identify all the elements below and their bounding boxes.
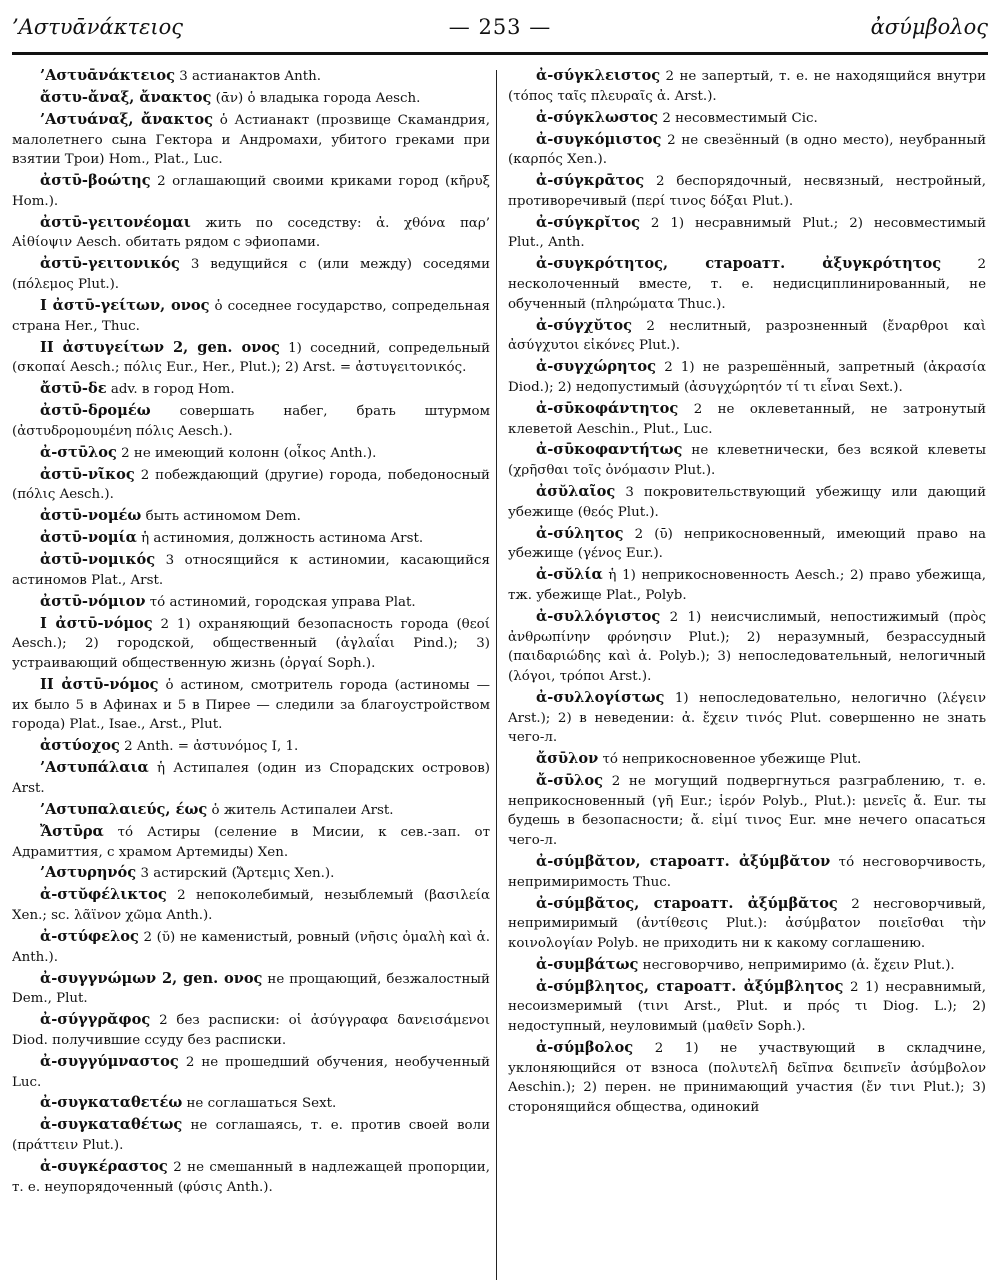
entry-headword: ἀστύοχος: [40, 737, 120, 755]
dictionary-entry: [508, 108, 986, 129]
entry-definition: 2 побеждающий (другие) города, победоносный (πόλις Aesch.).: [12, 467, 490, 503]
entry-definition: 2 без расписки: οἱ ἀσύγγραφα δανεισάμενοι Diod. получившие ссуду без расписки.: [12, 1013, 490, 1048]
dictionary-entry: [12, 379, 490, 400]
entry-definition: 3 покровительствующий убежищу или дающий убежище (θεός Plut.).: [508, 485, 986, 520]
entry-headword: ’Αστυπάλαια: [40, 759, 149, 777]
dictionary-entry: [12, 213, 490, 253]
dictionary-entry: [12, 443, 490, 464]
entry-definition: 1) соседний, сопредельный (σκοπαί Aesch.; πόλις Eur., Her., Plut.); 2) Arst. = ἀστυγειτονικός.: [12, 340, 490, 376]
entry-headword: ἀ-σύμβολος: [536, 1039, 634, 1057]
right-column: [508, 66, 986, 1282]
entry-headword: ἀστῡ-νομικός: [40, 551, 156, 569]
entry-definition: (ᾱν) ὁ владыка города Aesch.: [215, 90, 421, 106]
entry-headword: ἀ-στῡλος: [40, 443, 117, 461]
entry-headword: ’Αστυρηνός: [40, 864, 137, 882]
entry-definition: 2 не свезённый (в одно место), неубранный (καρπός Xen.).: [508, 132, 986, 168]
entry-headword: ἀ-συγγνώμων 2, gen. ονος: [40, 969, 263, 987]
entry-headword: ἀ-συγκαταθέτως: [40, 1116, 183, 1134]
dictionary-entry: [12, 1115, 490, 1155]
entry-definition: 2 1) неисчислимый, непостижимый (πρὸς ἀνθρωπίνην φρόνησιν Plut.); 2) неразумный, безрассудный (παιδαριώδης καὶ ἀ. Polyb.); 3) непоследовательный, нелогичный (λόγοι, τρόποι Arst.).: [508, 609, 986, 684]
entry-definition: ἡ 1) неприкосновенность Aesch.; 2) право убежища, тж. убежище Plat., Polyb.: [508, 568, 986, 603]
entry-definition: 2 несовместимый Cic.: [662, 110, 818, 126]
entry-headword: ἀ-σῡκοφαντήτως: [536, 441, 683, 459]
dictionary-entry: [12, 254, 490, 294]
entry-headword: ἀ-συλλογίστως: [536, 688, 665, 706]
dictionary-entry: [508, 688, 986, 748]
entry-definition: 2 1) не участвующий в складчине, уклоняющийся от взноса (πολυτελῆ δεῖπνα δειπνεῖν ἀσύμβολον Aeschin.); 2) перен. не принимающий участия (ἔν τινι Plut.); 3) сторонящийся общества, одинокий: [508, 1041, 986, 1116]
column-divider: [496, 70, 497, 1280]
entry-definition: τό Астиры (селение в Мисии, к сев.-зап. от Адрамиттия, с храмом Артемиды) Xen.: [12, 824, 490, 860]
dictionary-entry: [12, 528, 490, 549]
entry-definition: 2 не прошедший обучения, необученный Luc.: [12, 1054, 490, 1090]
entry-headword: ἀ-συλλόγιστος: [536, 607, 661, 625]
page-number: — 253 —: [448, 14, 552, 39]
entry-definition: 2 непоколебимый, незыблемый (βασιλεία Xen.; sc. λᾶϊνον χῶμα Anth.).: [12, 888, 490, 924]
dictionary-entry: [508, 482, 986, 522]
dictionary-entry: [508, 440, 986, 480]
entry-headword: ἄ-σῡλος: [536, 772, 604, 790]
entry-definition: ὁ астином, смотритель города (астиномы — их было 5 в Афинах и 5 в Пирее — следили за благоустройством города) Plat., Isae., Arst., Plut.: [12, 678, 490, 733]
entry-definition: ἡ астиномия, должность астинома Arst.: [141, 531, 424, 547]
entry-definition: 1) непоследовательно, нелогично (λέγειν Arst.); 2) в неведении: ἀ. ἔχειν τινός Plut. совершенно не знать чего-л.: [508, 690, 986, 746]
dictionary-entry: [508, 852, 986, 892]
entry-definition: 2 1) несравнимый Plut.; 2) несовместимый Plut., Anth.: [508, 215, 986, 251]
dictionary-entry: [12, 338, 490, 378]
entry-headword: ἀ-σύγκλωστος: [536, 108, 659, 126]
entry-definition: ὁ житель Астипалеи Arst.: [211, 802, 394, 818]
dictionary-entry: [12, 66, 490, 87]
dictionary-entry: [12, 863, 490, 884]
entry-definition: несговорчиво, непримиримо (ἀ. ἔχειν Plut.).: [642, 957, 955, 973]
entry-headword: ἀ-σῡκοφάντητος: [536, 399, 679, 417]
dictionary-entry: [12, 822, 490, 862]
entry-headword: II ἀστυγείτων 2, gen. ονος: [40, 338, 280, 356]
dictionary-entry: [12, 1052, 490, 1092]
entry-headword: ἄσῡλον: [536, 750, 599, 768]
entry-definition: 2 оглашающий своими криками город (κῆρυξ Hom.).: [12, 174, 490, 209]
entry-definition: 2 не запертый, т. е. не находящийся внутри (τόπος ταῖς πλευραῖς ἀ. Arst.).: [508, 69, 986, 104]
entry-headword: ἀ-σύμβᾰτος, староатт. ἀξύμβᾰτος: [536, 894, 838, 912]
entry-headword: ἀ-σύμβλητος, староатт. ἀξύμβλητος: [536, 977, 844, 995]
dictionary-entry: [12, 296, 490, 336]
entry-headword: ἀστῡ-δρομέω: [40, 402, 151, 420]
entry-headword: ἀ-συγγύμναστος: [40, 1052, 179, 1070]
dictionary-entry: [508, 66, 986, 106]
entry-definition: 2 не могущий подвергнуться разграблению, т. е. неприкосновенный (γῆ Eur.; ἱερόν Polyb., Plut.): μενεῖς ἄ. Eur. ты будешь в безопасности; ἄ. εἰμί τινος Eur. мне нечего опасаться чего-л.: [508, 774, 986, 849]
entry-headword: ἀστῡ-νομία: [40, 529, 137, 547]
dictionary-entry: [12, 88, 490, 109]
entry-definition: ἡ Астипалея (один из Спорадских островов) Arst.: [12, 761, 490, 796]
dictionary-entry: [12, 885, 490, 925]
entry-headword: ἄστῡ-δε: [40, 380, 107, 398]
header-rule: [12, 52, 988, 55]
dictionary-entry: [12, 675, 490, 735]
entry-headword: ἀ-σῠλία: [536, 566, 603, 584]
dictionary-entry: [12, 110, 490, 170]
header-left-headword: ’Αστυᾱνάκτειος: [12, 14, 183, 39]
dictionary-entry: [508, 524, 986, 564]
entry-headword: ἀ-στύφελος: [40, 928, 139, 946]
entry-definition: совершать набег, брать штурмом (ἀστυδρομουμένη πόλις Aesch.).: [12, 404, 490, 439]
dictionary-entry: [508, 213, 986, 253]
dictionary-entry: [12, 401, 490, 441]
dictionary-entry: [508, 399, 986, 439]
dictionary-entry: [508, 1038, 986, 1118]
entry-headword: ’Αστυᾱνάκτειος: [40, 67, 176, 84]
entry-headword: ’Αστυάναξ, ἄνακτος: [40, 110, 213, 128]
entry-definition: не прощающий, безжалостный Dem., Plut.: [12, 971, 490, 1007]
entry-definition: 3 относящийся к астиномии, касающийся астиномов Plat., Arst.: [12, 553, 490, 588]
entry-definition: 2 (ῡ) неприкосновенный, имеющий право на убежище (γένος Eur.).: [508, 526, 986, 562]
entry-headword: ἀ-σύμβᾰτον, староатт. ἀξύμβᾰτον: [536, 852, 831, 870]
dictionary-entry: [508, 749, 986, 770]
entry-definition: τό несговорчивость, непримиримость Thuc.: [508, 854, 986, 890]
entry-headword: ἄστυ-ἄναξ, ἄνακτος: [40, 88, 212, 106]
dictionary-entry: [12, 171, 490, 211]
entry-headword: ’Αστυπαλαιεύς, έως: [40, 800, 208, 818]
entry-definition: 2 (ῠ) не каменистый, ровный (νῆσις ὁμαλὴ καὶ ἀ. Anth.).: [12, 930, 490, 965]
entry-definition: быть астиномом Dem.: [145, 509, 301, 525]
dictionary-entry: [12, 1093, 490, 1114]
entry-definition: 3 астианактов Anth.: [179, 69, 321, 84]
dictionary-entry: [12, 800, 490, 821]
entry-definition: не соглашаться Sext.: [186, 1096, 337, 1112]
entry-headword: ἀ-συμβάτως: [536, 955, 639, 973]
dictionary-entry: [508, 955, 986, 976]
entry-headword: ἀ-σύγκλειστος: [536, 67, 661, 84]
entry-definition: 2 не имеющий колонн (οἶκος Anth.).: [121, 445, 377, 461]
entry-headword: Ἄστῡρα: [40, 822, 104, 840]
dictionary-entry: [12, 758, 490, 798]
entry-definition: 3 ведущийся с (или между) соседями (πόλεμος Plut.).: [12, 257, 490, 293]
entry-definition: 3 астирский (Ἄρτεμις Xen.).: [140, 866, 335, 882]
entry-headword: II ἀστῡ-νόμος: [40, 676, 159, 694]
entry-definition: τό неприкосновенное убежище Plut.: [602, 752, 862, 768]
dictionary-entry: [508, 977, 986, 1037]
entry-headword: ἀ-συγκόμιστος: [536, 130, 662, 148]
dictionary-entry: [12, 969, 490, 1009]
dictionary-entry: [12, 465, 490, 505]
entry-headword: ἀστῡ-βοώτης: [40, 172, 151, 190]
dictionary-entry: [12, 614, 490, 674]
entry-definition: 2 не смешанный в надлежащей пропорции, т. е. неупорядоченный (φύσις Anth.).: [12, 1160, 490, 1195]
entry-definition: ὁ Астианакт (прозвище Скамандрия, малолетнего сына Гектора и Андромахи, убитого греками при взятии Трои) Hom., Plat., Luc.: [12, 112, 490, 168]
dictionary-entry: [12, 1010, 490, 1050]
entry-headword: ἀστῡ-νόμιον: [40, 592, 146, 610]
dictionary-entry: [12, 927, 490, 967]
entry-definition: жить по соседству: ἀ. χθόνα παρ’ Αἰθίοψιν Aesch. обитать рядом с эфиопами.: [12, 215, 490, 251]
entry-definition: 2 1) несравнимый, несоизмеримый (τινι Arst., Plut. и πρός τι Diog. L.); 2) недоступный, неуловимый (μαθεῖν Soph.).: [508, 979, 986, 1035]
dictionary-entry: [12, 592, 490, 613]
entry-headword: ἀ-συγκρότητος, староатт. ἀξυγκρότητος: [536, 255, 942, 273]
page-header: [12, 10, 988, 44]
entry-headword: ἀστῡ-νῖκος: [40, 465, 135, 483]
dictionary-entry: [508, 357, 986, 397]
dictionary-entry: [508, 130, 986, 170]
dictionary-entry: [508, 565, 986, 605]
entry-headword: ἀσῠλαῖος: [536, 483, 616, 501]
dictionary-entry: [12, 550, 490, 590]
entry-headword: ἀ-σύγγρᾰφος: [40, 1011, 151, 1029]
entry-headword: ἀ-σύγκρᾱτος: [536, 172, 645, 190]
entry-headword: ἀ-σύγχῠτος: [536, 316, 632, 334]
entry-definition: 2 неслитный, разрозненный (ἔναρθροι καὶ ἀσύγχυτοι εἰκόνες Plut.).: [508, 318, 986, 354]
dictionary-entry: [12, 1157, 490, 1197]
dictionary-entry: [508, 894, 986, 954]
dictionary-entry: [508, 254, 986, 314]
entry-headword: ἀ-σύλητος: [536, 524, 624, 542]
entry-definition: ὁ соседнее государство, сопредельная страна Her., Thuc.: [12, 299, 490, 334]
entry-headword: ἀ-σύγκρῐτος: [536, 213, 640, 231]
dictionary-entry: [12, 736, 490, 757]
entry-definition: 2 несколоченный вместе, т. е. недисциплинированный, не обученный (πληρώματα Thuc.).: [508, 257, 986, 312]
entry-headword: I ἀστῡ-γείτων, ονος: [40, 297, 210, 314]
entry-definition: 2 несговорчивый, непримиримый (ἀντίθεσις Plut.): ἀσύμβατον ποιεῖσθαι τὴν κοινολογίαν Polyb. не приходить ни к какому соглашению.: [508, 896, 986, 951]
entry-headword: ἀ-συγχώρητος: [536, 358, 657, 376]
entry-definition: 2 1) не разрешённый, запретный (ἀκρασία Diod.); 2) недопустимый (ἀσυγχώρητόν τί τι εἶναι Sext.).: [508, 360, 986, 395]
dictionary-entry: [508, 316, 986, 356]
dictionary-entry: [12, 506, 490, 527]
entry-definition: 2 беспорядочный, несвязный, нестройный, противоречивый (περί τινος δόξαι Plut.).: [508, 174, 986, 209]
entry-definition: не соглашаясь, т. е. против своей воли (πράττειν Plut.).: [12, 1118, 490, 1154]
dictionary-entry: [508, 607, 986, 687]
entry-definition: 2 Anth. = ἀστυνόμος I, 1.: [124, 739, 299, 755]
header-right-headword: ἀσύμβολος: [870, 14, 988, 39]
entry-definition: не клеветнически, без всякой клеветы (χρῆσθαι τοῖς ὀνόμασιν Plut.).: [508, 443, 986, 479]
entry-headword: ἀστῡ-νομέω: [40, 507, 142, 525]
entry-headword: ἀ-στῠφέλικτος: [40, 886, 167, 904]
entry-headword: ἀ-συγκέραστος: [40, 1158, 168, 1176]
entry-definition: 2 1) охраняющий безопасность города (θεοί Aesch.); 2) городской, общественный (ἀγλαΐαι Pind.); 3) устраивающий общественную жизнь (ὀργαί Soph.).: [12, 616, 490, 672]
entry-definition: adv. в город Hom.: [110, 382, 235, 398]
entry-definition: τό астиномий, городская управа Plat.: [149, 594, 416, 610]
entry-headword: I ἀστῡ-νόμος: [40, 614, 153, 632]
left-column: [12, 66, 490, 1282]
entry-definition: 2 не оклеветанный, не затронутый клеветой Aeschin., Plut., Luc.: [508, 401, 986, 437]
entry-headword: ἀστῡ-γειτονέομαι: [40, 213, 191, 231]
dictionary-entry: [508, 171, 986, 211]
entry-headword: ἀ-συγκαταθετέω: [40, 1094, 183, 1112]
dictionary-entry: [508, 771, 986, 851]
entry-headword: ἀστῡ-γειτονικός: [40, 255, 180, 273]
